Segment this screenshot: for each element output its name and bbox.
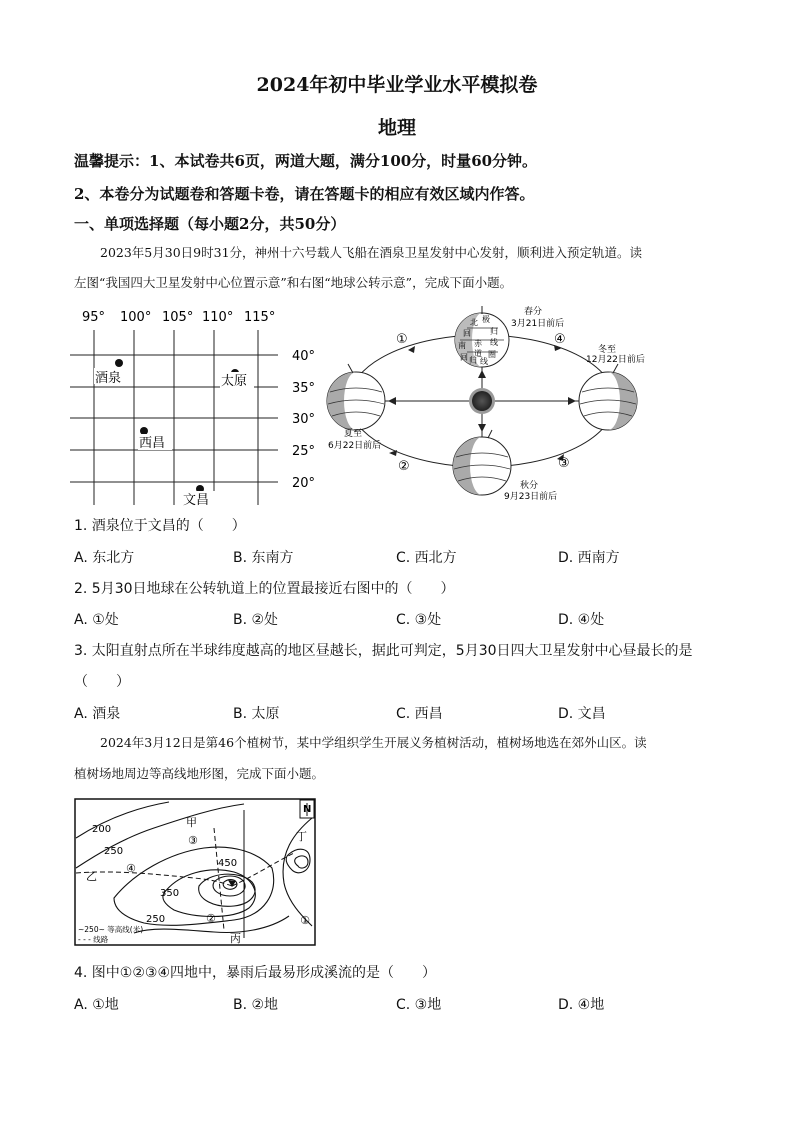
legend-contour: ~250~ 等高线(米): [78, 925, 144, 934]
label-autumn-date: 9月23日前后: [504, 492, 558, 502]
marker-3: ③: [558, 456, 570, 471]
q4-option-c[interactable]: C. ③地: [396, 997, 442, 1013]
place-ding: 丁: [296, 830, 307, 843]
marker-2: ②: [398, 459, 410, 474]
north-label: N: [303, 804, 312, 815]
lon-label: 95°: [82, 310, 106, 325]
subject-title: 地理: [377, 117, 416, 139]
lon-label: 105°: [162, 310, 194, 325]
contour-label: 350: [160, 888, 180, 899]
marker-1: ①: [396, 332, 408, 347]
label-winter: 冬至: [598, 345, 617, 355]
point-3: ③: [188, 834, 198, 847]
label-summer-date: 6月22日前后: [328, 441, 382, 451]
label-spring: 春分: [524, 307, 543, 317]
q2-option-d[interactable]: D. ④处: [558, 612, 605, 628]
lon-label: 110°: [202, 310, 234, 325]
label-autumn: 秋分: [520, 481, 539, 491]
lon-label: 115°: [244, 310, 276, 325]
q4-option-b[interactable]: B. ②地: [233, 997, 279, 1013]
contour-map: [74, 798, 316, 946]
point-1: ①: [300, 914, 310, 927]
legend-route: - - - 线路: [78, 935, 109, 944]
notice-line-1: 温馨提示：1、本试卷共6页，两道大题，满分100分，时量60分钟。: [74, 152, 538, 170]
label-summer: 夏至: [344, 429, 363, 439]
city-label-jiuquan: 酒泉: [95, 371, 122, 386]
globe-text: 南: [458, 341, 466, 350]
page-title: 2024年初中毕业学业水平模拟卷: [256, 74, 538, 96]
passage-2-line-1: 2024年3月12日是第46个植树节，某中学组织学生开展义务植树活动，植树场地选在郊外山区。读: [100, 735, 647, 750]
q2-option-a[interactable]: A. ①处: [74, 612, 119, 628]
label-winter-date: 12月22日前后: [586, 355, 645, 365]
contour-label: 450: [218, 858, 238, 869]
q4-option-a[interactable]: A. ①地: [74, 997, 119, 1013]
city-label-wenchang: 文昌: [183, 493, 210, 508]
globe-text: 圈: [488, 350, 496, 359]
globe-text: 极: [482, 315, 490, 324]
passage-1-line-2: 左图“我国四大卫星发射中心位置示意”和右图“地球公转示意”，完成下面小题。: [74, 275, 513, 290]
globe-text: 线: [480, 357, 488, 366]
lat-label: 30°: [292, 412, 316, 427]
point-2: ②: [206, 912, 216, 925]
globe-text: 赤: [474, 339, 482, 348]
contour-label: 200: [92, 824, 112, 835]
q2-option-c[interactable]: C. ③处: [396, 612, 442, 628]
q2-option-b[interactable]: B. ②处: [233, 612, 279, 628]
notice-line-2: 2、本卷分为试题卷和答题卡卷，请在答题卡的相应有效区域内作答。: [74, 185, 535, 203]
point-4: ④: [126, 862, 136, 875]
place-jia: 甲: [186, 816, 197, 829]
q3-option-d[interactable]: D. 文昌: [558, 706, 606, 722]
lat-label: 35°: [292, 381, 316, 396]
question-2: 2. 5月30日地球在公转轨道上的位置最接近右图中的（ ）: [74, 581, 455, 597]
q3-option-a[interactable]: A. 酒泉: [74, 706, 121, 722]
city-marker-xichang: [140, 427, 148, 435]
question-4: 4. 图中①②③④四地中，暴雨后最易形成溪流的是（ ）: [74, 965, 437, 981]
q4-option-d[interactable]: D. ④地: [558, 997, 605, 1013]
city-label-taiyuan: 太原: [221, 374, 248, 389]
sun-icon: [469, 388, 495, 414]
question-3-line-1: 3. 太阳直射点所在半球纬度越高的地区昼越长，据此可判定，5月30日四大卫星发射中心昼最长的是: [74, 643, 693, 659]
place-bing: 丙: [230, 932, 241, 945]
place-yi: 乙: [86, 870, 97, 883]
question-3-line-2: （ ）: [74, 674, 130, 690]
q3-option-b[interactable]: B. 太原: [233, 706, 280, 722]
label-spring-date: 3月21日前后: [511, 319, 565, 329]
lat-label: 25°: [292, 444, 316, 459]
q1-option-b[interactable]: B. 东南方: [233, 550, 294, 566]
q3-option-c[interactable]: C. 西昌: [396, 706, 443, 722]
globe-text: 回: [463, 329, 471, 338]
lat-label: 40°: [292, 349, 316, 364]
city-marker-jiuquan: [115, 359, 123, 367]
launch-center-map: [70, 302, 330, 512]
section-heading: 一、单项选择题（每小题2分，共50分）: [74, 215, 346, 233]
globe-winter: [579, 364, 637, 430]
lon-label: 100°: [120, 310, 152, 325]
q1-option-c[interactable]: C. 西北方: [396, 550, 457, 566]
globe-summer: [327, 364, 385, 430]
q1-option-a[interactable]: A. 东北方: [74, 550, 135, 566]
marker-4: ④: [554, 332, 566, 347]
question-1: 1. 酒泉位于文昌的（ ）: [74, 518, 246, 534]
earth-revolution-diagram: [322, 300, 652, 510]
q1-option-d[interactable]: D. 西南方: [558, 550, 620, 566]
globe-text: 北: [470, 318, 478, 327]
globe-autumn: [453, 430, 511, 495]
globe-text: 线: [490, 338, 498, 347]
globe-text: 归: [490, 327, 498, 336]
city-label-xichang: 西昌: [139, 436, 166, 451]
passage-2-line-2: 植树场地周边等高线地形图，完成下面小题。: [74, 766, 325, 781]
globe-text: 道: [474, 349, 482, 358]
passage-1-line-1: 2023年5月30日9时31分，神州十六号载人飞船在酒泉卫星发射中心发射，顺利进入预定轨道。读: [100, 245, 643, 260]
lat-label: 20°: [292, 476, 316, 491]
contour-label: 250: [104, 846, 124, 857]
contour-label: 250: [146, 914, 166, 925]
globe-text: 回: [460, 353, 468, 362]
globe-text: 归: [469, 356, 477, 365]
